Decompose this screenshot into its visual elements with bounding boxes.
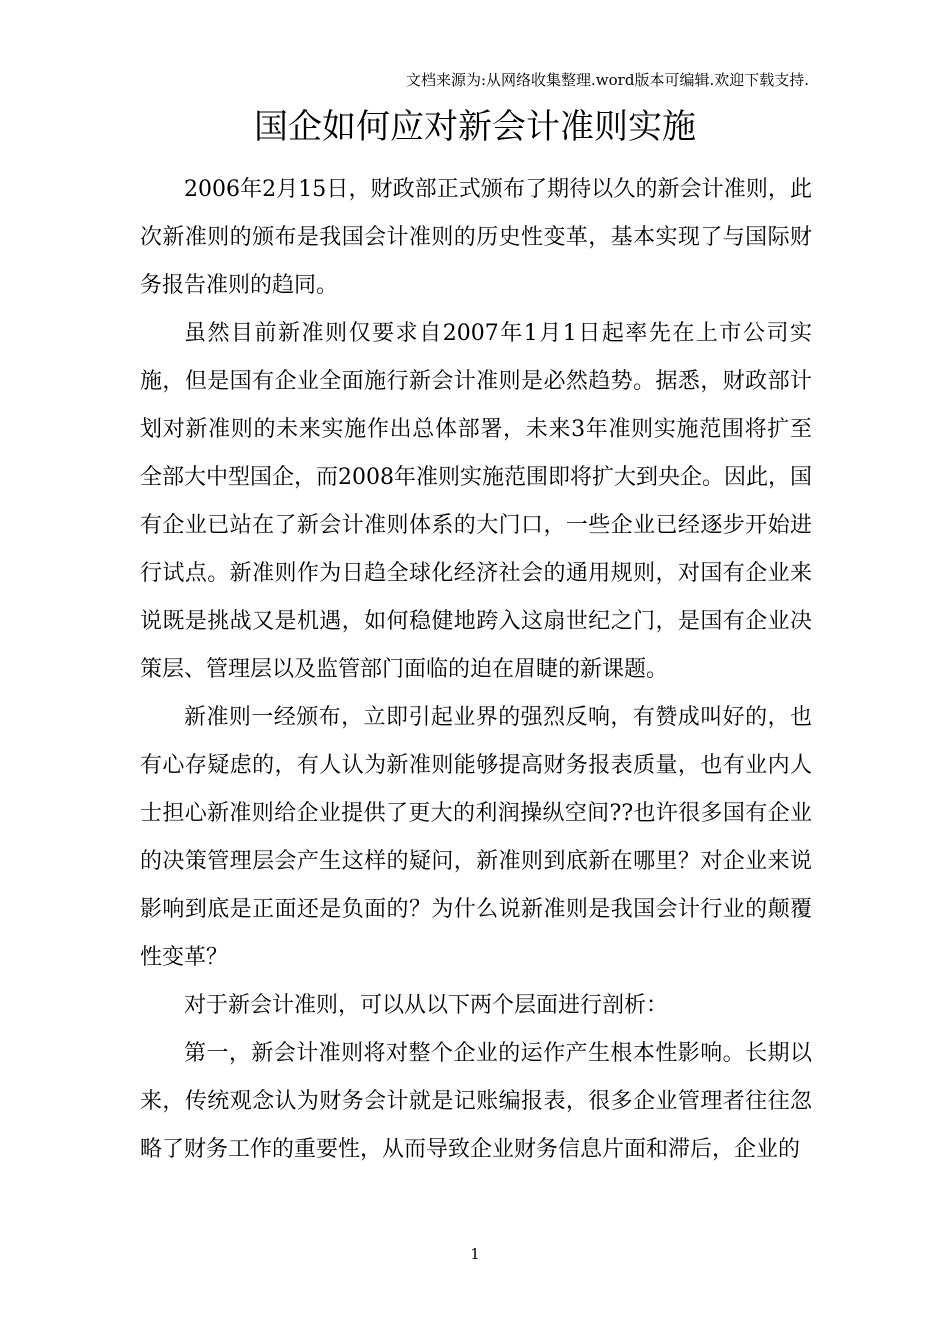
paragraph-3: 新准则一经颁布，立即引起业界的强烈反响，有赞成叫好的，也有心存疑虑的，有人认为新准则能够提高财务报表质量，也有业内人士担心新准则给企业提供了更大的利润操纵空间??也许很多国有企业的决策管理层会产生这样的疑问，新准则到底新在哪里？对企业来说影响到底是正面还是负面的？为什么说新准则是我国会计行业的颠覆性变革？	[140, 705, 812, 970]
header-note: 文档来源为:从网络收集整理.word版本可编辑.欢迎下载支持.	[405, 71, 809, 89]
paragraph-5: 第一，新会计准则将对整个企业的运作产生根本性影响。长期以来，传统观念认为财务会计就是记账编报表，很多企业管理者往往忽略了财务工作的重要性，从而导致企业财务信息片面和滞后，企业的	[140, 1041, 812, 1162]
paragraph-2: 虽然目前新准则仅要求自2007年1月1日起率先在上市公司实施，但是国有企业全面施行新会计准则是必然趋势。据悉，财政部计划对新准则的未来实施作出总体部署，未来3年准则实施范围将扩至全部大中型国企，而2008年准则实施范围即将扩大到央企。因此，国有企业已站在了新会计准则体系的大门口，一些企业已经逐步开始进行试点。新准则作为日趋全球化经济社会的通用规则，对国有企业来说既是挑战又是机遇，如何稳健地跨入这扇世纪之门，是国有企业决策层、管理层以及监管部门面临的迫在眉睫的新课题。	[140, 321, 812, 682]
page-number: 1	[470, 1245, 480, 1263]
paragraph-1: 2006年2月15日，财政部正式颁布了期待以久的新会计准则，此次新准则的颁布是我国会计准则的历史性变革，基本实现了与国际财务报告准则的趋同。	[140, 177, 812, 298]
document-body	[140, 166, 812, 1174]
document-title: 国企如何应对新会计准则实施	[254, 107, 696, 147]
paragraph-4: 对于新会计准则，可以从以下两个层面进行剖析：	[184, 993, 669, 1018]
